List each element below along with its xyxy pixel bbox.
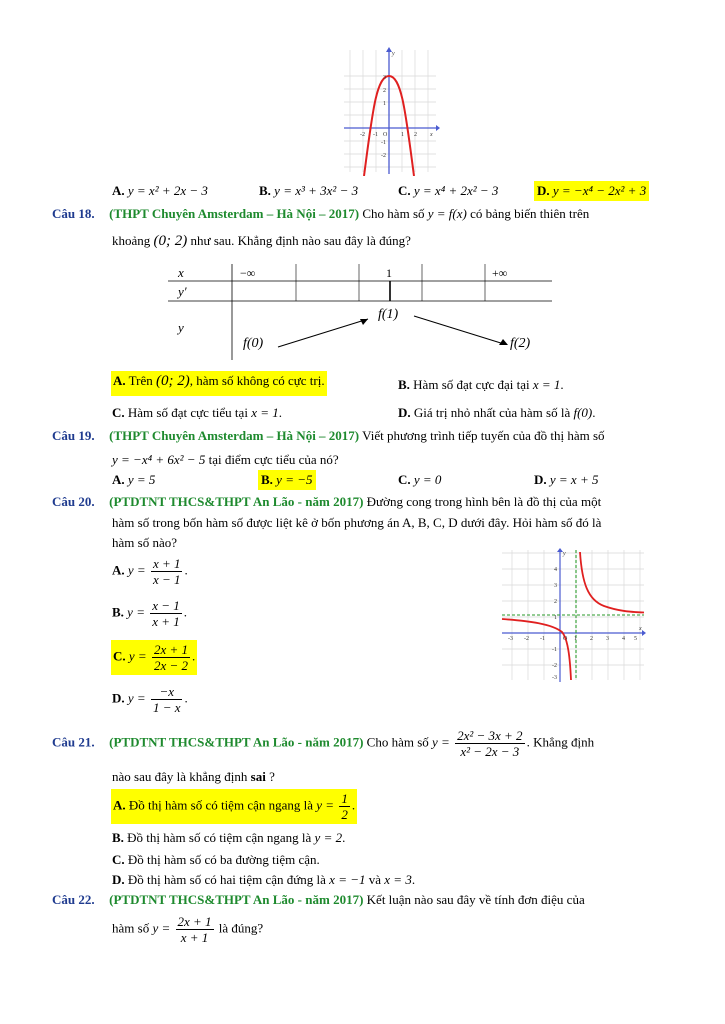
q18-option-b[interactable]: B. Hàm số đạt cực đại tại x = 1. — [398, 377, 564, 392]
y-tick: -3 — [552, 675, 557, 681]
x-tick: 1 — [401, 132, 404, 138]
y-tick: 2 — [383, 88, 386, 94]
y-tick: 4 — [554, 567, 557, 573]
q18-line2: khoảng (0; 2) như sau. Khẳng định nào sau đây là đúng? — [112, 233, 411, 249]
table-yprime-label: y′ — [178, 284, 187, 299]
q21-option-c[interactable]: C. Đồ thị hàm số có ba đường tiệm cận. — [112, 852, 320, 867]
q17-graph — [340, 46, 440, 176]
x-tick: 2 — [590, 636, 593, 642]
origin-label: O — [563, 636, 568, 642]
q19-line2: y = −x⁴ + 6x² − 5 tại điểm cực tiểu của nó? — [112, 452, 339, 467]
q19-option-a[interactable]: A. y = 5 — [112, 472, 156, 487]
question-number: Câu 21. — [52, 734, 95, 750]
question-number: Câu 18. — [52, 206, 95, 221]
q21-option-a[interactable]: A. Đồ thị hàm số có tiệm cận ngang là y = $\frac{1}{2}$ . — [113, 791, 356, 822]
question-number: Câu 22. — [52, 892, 95, 907]
question-source: (PTDTNT THCS&THPT An Lão - năm 2017) — [109, 892, 364, 907]
x-tick: -3 — [508, 636, 513, 642]
q17-option-d[interactable]: D. y = −x⁴ − 2x² + 3 — [534, 181, 649, 201]
question-source: (THPT Chuyên Amsterdam – Hà Nội – 2017) — [109, 428, 360, 443]
y-tick: -1 — [381, 140, 386, 146]
q17-option-c[interactable]: C. y = x⁴ + 2x² − 3 — [398, 183, 499, 198]
x-tick: 2 — [414, 132, 417, 138]
origin-label: O — [383, 132, 388, 138]
q20-line3: hàm số nào? — [112, 535, 177, 550]
y-tick: 2 — [554, 599, 557, 605]
table-x-value: +∞ — [492, 266, 508, 280]
question-number: Câu 20. — [52, 494, 95, 509]
q20-option-c[interactable]: C. y = $\frac{2x + 1}{2x - 2}$ . — [113, 642, 196, 673]
x-tick: -1 — [373, 132, 378, 138]
x-tick: 5 — [634, 636, 637, 642]
q21-header: Câu 21. (PTDTNT THCS&THPT An Lão - năm 2017) Cho hàm số y = $\frac{\text{2x² − 3x + 2}}{\text{x² − 2x − 3}}$ . Khẳng định — [52, 728, 595, 759]
y-tick: 3 — [554, 583, 557, 589]
table-x-value: 1 — [386, 266, 392, 280]
q21-line2: nào sau đây là khẳng định sai ? — [112, 769, 275, 784]
q21-option-d[interactable]: D. Đồ thị hàm số có hai tiệm cận đứng là x = −1 và x = 3. — [112, 872, 416, 887]
table-y-label: y — [178, 320, 184, 335]
q20-graph — [500, 548, 646, 682]
x-tick: 1 — [574, 636, 577, 642]
y-tick: 3 — [383, 75, 386, 81]
q20-option-b[interactable]: B. y = $\frac{x - 1}{x + 1}$ . — [112, 598, 188, 629]
q18-option-c[interactable]: C. Hàm số đạt cực tiểu tại x = 1. — [112, 405, 282, 420]
question-source: (PTDTNT THCS&THPT An Lão - năm 2017) — [109, 494, 364, 509]
table-f2: f(2) — [510, 336, 531, 351]
q20-option-d[interactable]: D. y = $\frac{-x}{1 - x}$ . — [112, 684, 188, 715]
x-tick: 4 — [622, 636, 625, 642]
table-f1: f(1) — [378, 307, 399, 322]
q18-option-a[interactable]: A. Trên (0; 2), hàm số không có cực trị. — [111, 371, 327, 396]
q19-option-b[interactable]: B. y = −5 — [258, 470, 316, 490]
q20-line2: hàm số trong bốn hàm số được liệt kê ở bốn phương án A, B, C, D dưới đây. Hỏi hàm số đó là — [112, 515, 602, 530]
table-x-label: x — [178, 265, 184, 280]
q17-option-b[interactable]: B. y = x³ + 3x² − 3 — [259, 183, 359, 198]
x-axis-label: x — [430, 132, 433, 138]
q20-option-a[interactable]: A. y = $\frac{x + 1}{x - 1}$ . — [112, 556, 188, 587]
x-tick: 3 — [606, 636, 609, 642]
q19-option-d[interactable]: D. y = x + 5 — [534, 472, 599, 487]
q19-header: Câu 19. (THPT Chuyên Amsterdam – Hà Nội – 2017) Viết phương trình tiếp tuyến của đồ thị hàm số — [52, 428, 605, 443]
y-tick: -1 — [552, 647, 557, 653]
x-tick: -2 — [360, 132, 365, 138]
x-tick: -2 — [524, 636, 529, 642]
table-x-value: −∞ — [240, 266, 256, 280]
question-source: (PTDTNT THCS&THPT An Lão - năm 2017) — [109, 734, 364, 750]
y-axis-label: y — [392, 51, 395, 57]
curve-right-branch — [580, 552, 644, 613]
q19-option-c[interactable]: C. y = 0 — [398, 472, 442, 487]
y-tick: 1 — [383, 101, 386, 107]
y-tick: -2 — [552, 663, 557, 669]
q22-line2: hàm số y = $\frac{2x + 1}{x + 1}$ là đúng? — [112, 914, 264, 945]
x-tick: -1 — [540, 636, 545, 642]
q22-header: Câu 22. (PTDTNT THCS&THPT An Lão - năm 2017) Kết luận nào sau đây về tính đơn điệu của — [52, 892, 585, 907]
y-tick: 1 — [554, 615, 557, 621]
x-axis-label: x — [639, 626, 642, 632]
y-tick: -2 — [381, 153, 386, 159]
q18-option-d[interactable]: D. Giá trị nhỏ nhất của hàm số là f(0). — [398, 405, 596, 420]
table-f0: f(0) — [243, 336, 264, 351]
q21-option-b[interactable]: B. Đồ thị hàm số có tiệm cận ngang là y = 2. — [112, 830, 346, 845]
q17-option-a[interactable]: A. y = x² + 2x − 3 — [112, 183, 208, 198]
q18-header: Câu 18. (THPT Chuyên Amsterdam – Hà Nội – 2017) Cho hàm số y = f(x) có bảng biến thiên trên — [52, 206, 590, 221]
question-number: Câu 19. — [52, 428, 95, 443]
question-source: (THPT Chuyên Amsterdam – Hà Nội – 2017) — [109, 206, 360, 221]
q18-variation-table — [168, 264, 552, 360]
q20-header: Câu 20. (PTDTNT THCS&THPT An Lão - năm 2017) Đường cong trong hình bên là đồ thị của một — [52, 494, 602, 509]
y-axis-label: y — [563, 551, 566, 557]
